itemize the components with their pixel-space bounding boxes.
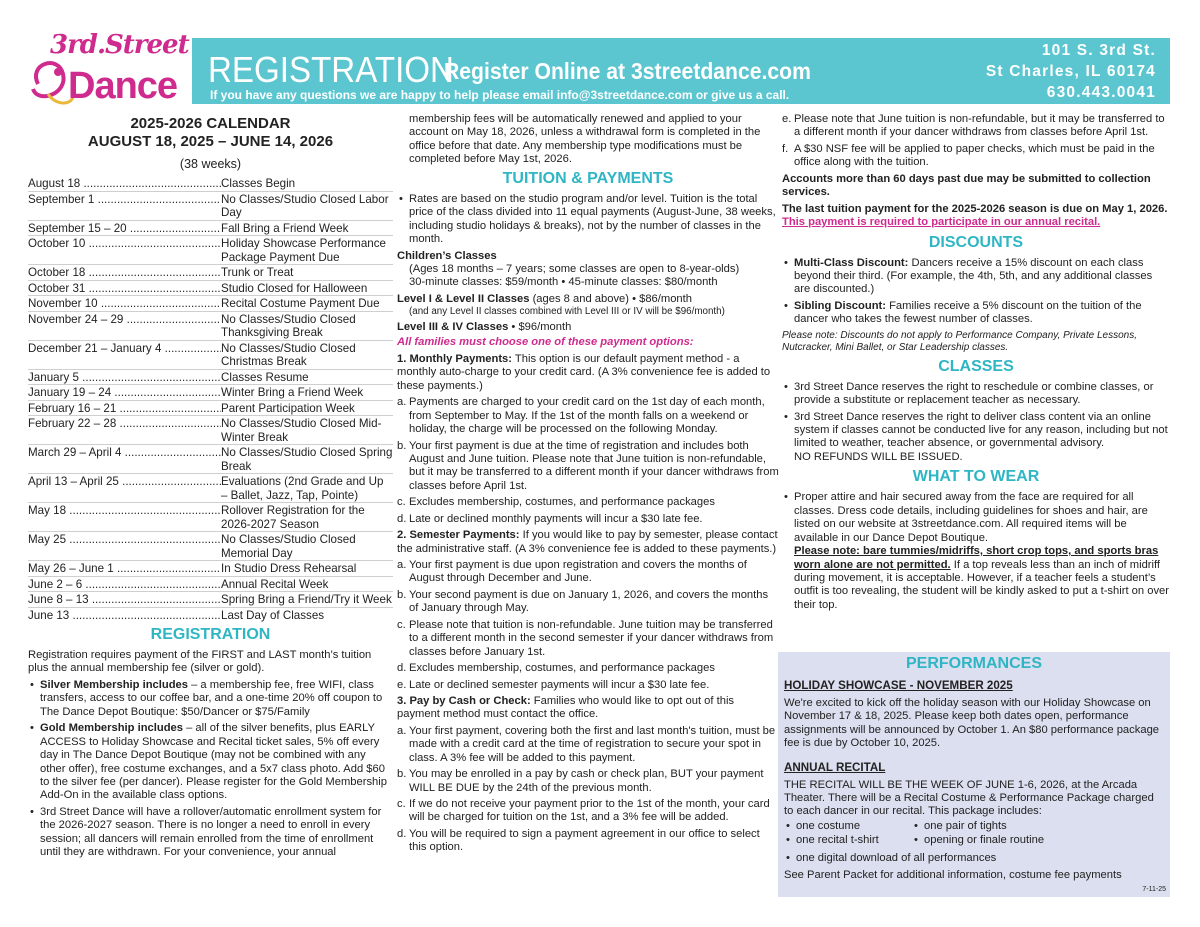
list-item xyxy=(397,768,779,795)
revision-date: 7-11-25 xyxy=(1142,885,1166,893)
calendar-row xyxy=(28,591,393,607)
calendar-date: June 2 – 6 ..... xyxy=(28,578,221,592)
list-letter: e. xyxy=(782,113,792,125)
calendar-row xyxy=(28,531,393,560)
calendar-event: Trunk or Treat xyxy=(221,266,294,279)
gold-membership: • Gold Membership includes – all of the silver benefits, plus EARLY ACCESS to Holiday Showcase and Recital ticket sales, 5% off every day in The Dance Depot Boutique (may not be combined with any other offer), free costume exchanges, and a 5x7 class photo. Add $60 to the silver fee (per dancer). Please register for the Gold Membership Add-On in the available class options. xyxy=(28,722,393,803)
discount-note: Please note: Discounts do not apply to Performance Company, Private Lessons, Nutcracker, Mini Ballet, or Star Leadership classes. xyxy=(782,329,1138,353)
semester-items xyxy=(397,559,779,692)
list-item xyxy=(397,679,779,692)
calendar-event: Evaluations (2nd Grade and Up – Ballet, Jazz, Tap, Pointe) xyxy=(221,475,384,502)
calendar-date: December 21 – January 4 ..... xyxy=(28,342,221,369)
calendar-date: March 29 – April 4 ..... xyxy=(28,446,221,473)
calendar-row xyxy=(28,340,393,369)
calendar-row xyxy=(28,369,393,385)
classes-item-2: • 3rd Street Dance reserves the right to deliver class content via an online system if classes cannot be conducted live for any reason, including but not limited to weather, teacher absence, or governmental advisory. NO REFUNDS WILL BE ISSUED. xyxy=(782,411,1170,465)
contact-note: If you have any questions we are happy to help please email info@3streetdance.com or give us a call. xyxy=(210,88,790,102)
list-item xyxy=(397,589,779,616)
column-tuition xyxy=(397,113,779,858)
calendar-event: No Classes/Studio Closed Labor Day xyxy=(221,192,389,219)
calendar-date: October 31 ..... xyxy=(28,282,221,296)
level-1-2-classes: Level I & Level II Classes (ages 8 and above) • $86/month xyxy=(397,292,692,305)
column-policies xyxy=(782,113,1170,615)
performances-heading: PERFORMANCES xyxy=(905,655,1042,672)
calendar-event: Winter Bring a Friend Week xyxy=(221,386,364,399)
holiday-showcase-text: We're excited to kick off the holiday season with our Holiday Showcase on November 17 & 18, 2025. Please keep both dates open, performance assignments will be announced by October 1. An $80 performance package fee is due by October 10, 2025. xyxy=(784,696,1160,750)
list-item xyxy=(397,662,779,675)
calendar-row xyxy=(28,264,393,280)
must-choose-note: All families must choose one of these payment options: xyxy=(397,336,694,349)
calendar-row xyxy=(28,295,393,311)
list-item xyxy=(397,396,779,436)
list-text: If we do not receive your payment prior to the 1st of the month, your card will be charged for tuition on the 1st, and a 3% fee will be added. xyxy=(409,798,770,824)
list-text: Excludes membership, costumes, and performance packages xyxy=(409,496,715,509)
calendar-title: 2025-2026 CALENDAR xyxy=(130,115,291,132)
calendar-event: Annual Recital Week xyxy=(221,577,329,591)
calendar-event: No Classes/Studio Closed Christmas Break xyxy=(221,341,356,368)
list-item xyxy=(397,559,779,586)
calendar-event: In Studio Dress Rehearsal xyxy=(221,562,357,575)
calendar-date: October 10 ..... xyxy=(28,237,221,264)
list-text: Your second payment is due on January 1, 2026, and covers the months of January through May. xyxy=(409,588,769,615)
level-1-2-note: (and any Level II classes combined with Level III or IV will be $96/month) xyxy=(409,306,725,318)
calendar-row xyxy=(28,176,393,191)
list-letter: a. xyxy=(397,559,407,571)
list-letter: e. xyxy=(397,678,407,691)
calendar-row xyxy=(28,400,393,416)
list-letter: a. xyxy=(397,724,407,737)
children-classes xyxy=(397,250,779,290)
calendar-date: May 18 ..... xyxy=(28,504,221,531)
list-item xyxy=(397,440,779,494)
calendar-date: September 1 ..... xyxy=(28,193,221,220)
address-line-1: 101 S. 3rd St. xyxy=(1041,42,1156,59)
classes-heading: CLASSES xyxy=(938,357,1014,375)
calendar-date: November 24 – 29 ..... xyxy=(28,313,221,340)
list-letter: d. xyxy=(397,827,407,840)
calendar-event: Classes Begin xyxy=(221,177,296,190)
list-item xyxy=(397,798,779,825)
calendar-list xyxy=(28,176,393,622)
column-calendar xyxy=(28,115,393,863)
children-price: 30-minute classes: $59/month • 45-minute classes: $80/month xyxy=(409,276,718,289)
wear-text: • Proper attire and hair secured away from the face are required for all classes. Dress code details, including guidelines for shoes and hair, are listed on our website at 3streetdance.com. All required items will be available in our Dance Depot Boutique. Please note: bare tummies/midriffs, short crop tops, and sports bras worn alone are not permitted. If a top reveals less than an inch of midriff during movement, it is acceptable. However, if a teacher feels a student’s outfit is too revealing, the student will be kindly asked to put a t-shirt on over their top. xyxy=(782,491,1170,612)
rollover-note: • 3rd Street Dance will have a rollover/automatic enrollment system for the 2026-2027 season. There is no longer a need to enroll in every session; all dancers will remain enrolled from the time of enrollment until they are withdrawn. For your convenience, your annual xyxy=(28,806,393,860)
cash-check-items-continued xyxy=(782,113,1170,170)
calendar-row xyxy=(28,473,393,502)
page-title: REGISTRATION xyxy=(208,49,454,90)
logo-line-2: Dance xyxy=(68,65,178,107)
list-text: Please note that June tuition is non-refundable, but it may be transferred to a different month if your dancer withdraws from classes before April 1st. xyxy=(794,113,1165,139)
calendar-date: May 25 ..... xyxy=(28,533,221,560)
option-monthly: 1. Monthly Payments: This option is our default payment method - a monthly auto-charge to your credit card. (A 3% convenience fee is added to these payments.) xyxy=(397,352,771,392)
list-item xyxy=(397,725,779,765)
calendar-date: October 18 ..... xyxy=(28,266,221,280)
calendar-date: June 13 ..... xyxy=(28,609,221,623)
studio-address xyxy=(986,40,1156,103)
calendar-row xyxy=(28,384,393,400)
calendar-event: No Classes/Studio Closed Mid-Winter Break xyxy=(221,417,382,444)
address-line-2: St Charles, IL 60174 xyxy=(985,63,1156,80)
registration-heading: REGISTRATION xyxy=(150,626,271,643)
sibling-discount: • Sibling Discount: Families receive a 5% discount on the tuition of the dancer who takes the fewest number of classes. xyxy=(782,300,1170,327)
calendar-event: Parent Participation Week xyxy=(221,401,355,415)
wear-heading: WHAT TO WEAR xyxy=(912,468,1040,486)
calendar-date: November 10 ..... xyxy=(28,297,221,311)
logo xyxy=(28,30,189,110)
list-letter: c. xyxy=(397,496,406,509)
calendar-date: April 13 – April 25 ..... xyxy=(28,475,221,502)
calendar-event: Recital Costume Payment Due xyxy=(221,297,380,310)
register-online-link[interactable]: Register Online at 3streetdance.com xyxy=(444,58,811,84)
list-item xyxy=(782,113,1170,140)
list-text: Late or declined monthly payments will incur a $30 late fee. xyxy=(409,512,703,525)
calendar-date: February 22 – 28 ..... xyxy=(28,417,221,444)
calendar-row xyxy=(28,220,393,236)
calendar-row xyxy=(28,235,393,264)
discounts-heading: DISCOUNTS xyxy=(928,233,1024,251)
calendar-dates: AUGUST 18, 2025 – JUNE 14, 2026 xyxy=(87,133,334,150)
list-text: Please note that tuition is non-refundable. June tuition may be transferred to a different month in the second semester if your dancer withdraws from classes before January 1st. xyxy=(409,618,774,658)
calendar-row xyxy=(28,415,393,444)
include-tshirt: • one recital t-shirt xyxy=(784,834,912,847)
include-routine: • opening or finale routine xyxy=(912,834,1164,847)
list-letter: f. xyxy=(782,142,789,155)
calendar-weeks: (38 weeks) xyxy=(179,157,242,171)
cash-check-items xyxy=(397,725,779,855)
registration-intro: Registration requires payment of the FIRST and LAST month’s tuition plus the annual membership fee (silver or gold). xyxy=(28,649,372,675)
list-letter: c. xyxy=(397,798,406,810)
list-text: Late or declined semester payments will incur a $30 late fee. xyxy=(409,678,710,691)
calendar-date: January 19 – 24 ..... xyxy=(28,386,221,400)
children-ages: (Ages 18 months – 7 years; some classes are open to 8-year-olds) xyxy=(409,262,740,275)
calendar-row xyxy=(28,502,393,531)
calendar-date: June 8 – 13 ..... xyxy=(28,593,221,607)
silver-membership: • Silver Membership includes – a membership fee, free WIFI, class transfers, access to our coffee bar, and a one-time 20% off coupon to The Dance Depot Boutique: $50/Dancer or $75/Family xyxy=(28,679,393,719)
calendar-date: January 5 ..... xyxy=(28,371,221,385)
option-semester: 2. Semester Payments: If you would like to pay by semester, please contact the administrative staff. (A 3% convenience fee is added to these payments.) xyxy=(397,529,778,555)
list-item xyxy=(397,619,779,659)
list-letter: b. xyxy=(397,439,407,452)
calendar-date: August 18 ..... xyxy=(28,177,221,191)
option-cash-check: 3. Pay by Cash or Check: Families who would like to opt out of this payment method must contact the office. xyxy=(397,694,735,721)
calendar-row xyxy=(28,191,393,220)
parent-packet-note: See Parent Packet for additional information, costume fee payments xyxy=(784,869,1122,882)
include-download: • one digital download of all performances xyxy=(784,852,1164,865)
include-costume: • one costume xyxy=(784,820,912,833)
calendar-event: Fall Bring a Friend Week xyxy=(221,221,349,235)
performances-box xyxy=(778,652,1170,897)
list-item xyxy=(397,828,779,855)
holiday-showcase-title: HOLIDAY SHOWCASE - NOVEMBER 2025 xyxy=(784,679,1013,692)
tuition-heading: TUITION & PAYMENTS xyxy=(502,169,674,187)
calendar-event: No Classes/Studio Closed Spring Break xyxy=(221,446,393,473)
list-letter: c. xyxy=(397,618,406,631)
calendar-event: Studio Closed for Halloween xyxy=(221,281,368,295)
multi-class-discount: • Multi-Class Discount: Dancers receive a 15% discount on each class beyond their third. (For example, the 4th, 5th, and any additional classes are discounted.) xyxy=(782,257,1170,297)
calendar-row xyxy=(28,444,393,473)
annual-recital-title: ANNUAL RECITAL xyxy=(784,760,886,774)
calendar-row xyxy=(28,607,393,623)
classes-item-1: • 3rd Street Dance reserves the right to reschedule or combine classes, or provide a substitute or replacement teacher as necessary. xyxy=(782,381,1170,408)
list-item xyxy=(397,513,779,526)
level-3-4-classes: Level III & IV Classes • $96/month xyxy=(397,321,572,333)
logo-line-1: 3rd.Street xyxy=(50,30,189,60)
list-text: Your first payment, covering both the first and last month's tuition, must be made with a credit card at the time of registration to secure your spot in class. A 3% fee will be added to this payment. xyxy=(409,724,776,764)
list-item xyxy=(397,496,779,509)
list-text: A $30 NSF fee will be applied to paper checks, which must be paid in the office along with the tuition. xyxy=(794,142,1155,169)
children-label: Children’s Classes xyxy=(397,249,497,262)
phone-number: 630.443.0041 xyxy=(1046,84,1156,101)
calendar-event: Holiday Showcase Performance Package Payment Due xyxy=(221,237,386,264)
list-letter: b. xyxy=(397,588,407,601)
calendar-date: May 26 – June 1 ..... xyxy=(28,562,221,576)
list-text: Excludes membership, costumes, and performance packages xyxy=(409,662,715,675)
calendar-event: Last Day of Classes xyxy=(221,608,325,622)
list-text: You may be enrolled in a pay by cash or check plan, BUT your payment WILL BE DUE by the 24th of the previous month. xyxy=(409,768,764,794)
collections-note: Accounts more than 60 days past due may be submitted to collection services. xyxy=(782,172,1151,199)
calendar-event: No Classes/Studio Closed Thanksgiving Break xyxy=(221,312,356,339)
list-text: Payments are charged to your credit card on the 1st day of each month, from September to May. If the 1st of the month falls on a weekend or holiday, the charge will be processed on the following Monday. xyxy=(409,396,765,436)
list-letter: b. xyxy=(397,768,407,781)
list-letter: d. xyxy=(397,662,407,675)
tuition-rates: • Rates are based on the studio program and/or level. Tuition is the total price of the class divided into 11 equal payments (August-June, 38 weeks, including studio holidays & breaks), not by the number of classes in the month. xyxy=(397,193,779,247)
list-text: Your first payment is due upon registration and covers the months of August through December and June. xyxy=(409,559,747,585)
calendar-row xyxy=(28,576,393,592)
list-text: Your first payment is due at the time of registration and includes both August and June tuition. Please note that June tuition is non-refundable, but it may be transferred to a different month if your dancer withdraws from classes before April 1st. xyxy=(409,439,779,492)
header-banner xyxy=(192,38,1170,104)
list-text: You will be required to sign a payment agreement in our office to select this option. xyxy=(409,827,760,854)
package-includes xyxy=(784,820,1164,849)
calendar-event: Classes Resume xyxy=(221,370,309,384)
calendar-event: No Classes/Studio Closed Memorial Day xyxy=(221,533,356,560)
calendar-event: Spring Bring a Friend/Try it Week xyxy=(221,593,392,606)
list-letter: a. xyxy=(397,396,407,409)
list-item xyxy=(782,143,1170,170)
calendar-event: Rollover Registration for the 2026-2027 Season xyxy=(221,504,365,531)
last-tuition-note: The last tuition payment for the 2025-2026 season is due on May 1, 2026. This payment is required to participate in our annual recital. xyxy=(782,202,1168,229)
calendar-row xyxy=(28,280,393,296)
calendar-date: February 16 – 21 ..... xyxy=(28,402,221,416)
calendar-row xyxy=(28,311,393,340)
list-letter: d. xyxy=(397,512,407,525)
include-tights: • one pair of tights xyxy=(912,820,1164,833)
calendar-row xyxy=(28,560,393,576)
annual-recital-text: THE RECITAL WILL BE THE WEEK OF JUNE 1-6, 2026, at the Arcada Theater. There will be a Recital Costume & Performance Package charged to each dancer in our recital. This package includes: xyxy=(784,778,1154,818)
monthly-items xyxy=(397,396,779,526)
calendar-date: September 15 – 20 ..... xyxy=(28,222,221,236)
rollover-continued: membership fees will be automatically renewed and applied to your account on May 18, 2026, unless a withdrawal form is completed in the office before that date. Any membership type modifications must be completed before May 1st, 2026. xyxy=(409,113,761,166)
